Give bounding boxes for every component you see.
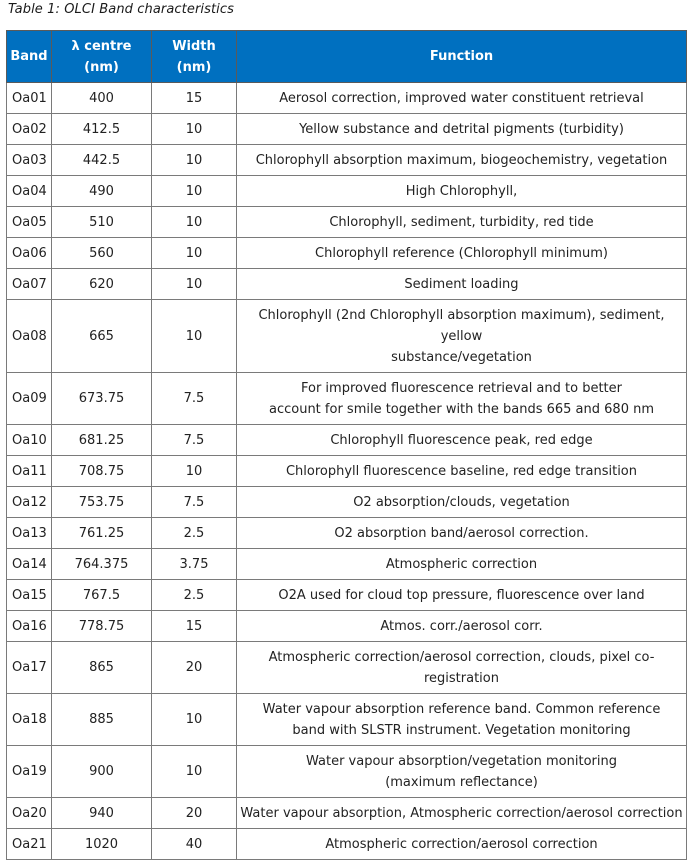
function-line: High Chlorophyll,	[405, 183, 518, 199]
cell-centre: 442.5	[52, 145, 152, 176]
cell-band: Oa15	[7, 580, 52, 611]
cell-function	[237, 549, 687, 580]
function-line: Chlorophyll fluorescence baseline, red edge transition	[285, 463, 638, 479]
cell-function	[237, 487, 687, 518]
function-line: band with SLSTR instrument. Vegetation monitoring	[292, 722, 631, 738]
cell-band: Oa03	[7, 145, 52, 176]
cell-centre: 620	[52, 269, 152, 300]
cell-function	[237, 642, 687, 694]
cell-centre: 940	[52, 798, 152, 829]
cell-width: 10	[152, 269, 237, 300]
function-line: Atmospheric correction	[385, 556, 538, 572]
cell-band: Oa02	[7, 114, 52, 145]
cell-function	[237, 83, 687, 114]
cell-band: Oa18	[7, 694, 52, 746]
cell-centre: 708.75	[52, 456, 152, 487]
table-row	[7, 145, 687, 176]
cell-function	[237, 300, 687, 373]
function-line: Water vapour absorption/vegetation monitoring	[306, 753, 617, 769]
cell-band: Oa08	[7, 300, 52, 373]
cell-width: 7.5	[152, 373, 237, 425]
cell-width: 10	[152, 176, 237, 207]
table-row	[7, 373, 687, 425]
cell-function	[237, 829, 687, 860]
function-line: O2 absorption band/aerosol correction.	[334, 525, 589, 541]
cell-centre: 778.75	[52, 611, 152, 642]
cell-band: Oa09	[7, 373, 52, 425]
cell-band: Oa17	[7, 642, 52, 694]
cell-width: 10	[152, 746, 237, 798]
cell-band: Oa04	[7, 176, 52, 207]
function-line: Chlorophyll reference (Chlorophyll minimum)	[315, 245, 608, 261]
header-function: Function	[237, 31, 687, 83]
header-centre-label: λ centre	[71, 38, 132, 54]
cell-centre: 510	[52, 207, 152, 238]
cell-function	[237, 518, 687, 549]
function-line: Chlorophyll (2nd Chlorophyll absorption maximum), sediment,	[258, 307, 665, 323]
cell-width: 10	[152, 145, 237, 176]
cell-width: 3.75	[152, 549, 237, 580]
cell-band: Oa16	[7, 611, 52, 642]
cell-band: Oa20	[7, 798, 52, 829]
table-row	[7, 798, 687, 829]
olci-band-table	[6, 30, 687, 860]
function-line: yellow	[440, 328, 483, 344]
header-width	[152, 31, 237, 83]
table-row	[7, 269, 687, 300]
function-line: Chlorophyll, sediment, turbidity, red tide	[329, 214, 594, 230]
cell-band: Oa06	[7, 238, 52, 269]
table-row	[7, 694, 687, 746]
cell-width: 2.5	[152, 518, 237, 549]
cell-centre: 753.75	[52, 487, 152, 518]
cell-width: 10	[152, 456, 237, 487]
function-line: substance/vegetation	[391, 349, 532, 365]
table-row	[7, 114, 687, 145]
cell-band: Oa07	[7, 269, 52, 300]
cell-width: 10	[152, 694, 237, 746]
header-width-label: Width	[172, 38, 216, 54]
function-line: Chlorophyll fluorescence peak, red edge	[330, 432, 593, 448]
cell-function	[237, 798, 687, 829]
cell-function	[237, 456, 687, 487]
function-line: Water vapour absorption reference band. Common reference	[262, 701, 661, 717]
cell-centre: 490	[52, 176, 152, 207]
cell-centre: 1020	[52, 829, 152, 860]
cell-width: 15	[152, 611, 237, 642]
table-row	[7, 83, 687, 114]
cell-width: 7.5	[152, 487, 237, 518]
cell-width: 40	[152, 829, 237, 860]
table-row	[7, 238, 687, 269]
function-line: O2 absorption/clouds, vegetation	[353, 494, 570, 510]
cell-band: Oa05	[7, 207, 52, 238]
table-row	[7, 829, 687, 860]
cell-function	[237, 269, 687, 300]
cell-function	[237, 207, 687, 238]
function-line: Water vapour absorption, Atmospheric correction/aerosol correction	[240, 805, 683, 821]
cell-band: Oa01	[7, 83, 52, 114]
function-line: Sediment loading	[404, 276, 519, 292]
table-row	[7, 580, 687, 611]
table-row	[7, 425, 687, 456]
cell-centre: 400	[52, 83, 152, 114]
cell-function	[237, 176, 687, 207]
cell-band: Oa12	[7, 487, 52, 518]
table-row	[7, 746, 687, 798]
table-header-row	[7, 31, 687, 83]
cell-band: Oa19	[7, 746, 52, 798]
cell-band: Oa10	[7, 425, 52, 456]
cell-band: Oa14	[7, 549, 52, 580]
cell-width: 2.5	[152, 580, 237, 611]
function-line: Yellow substance and detrital pigments (turbidity)	[299, 121, 624, 137]
cell-band: Oa21	[7, 829, 52, 860]
table-row	[7, 611, 687, 642]
cell-function	[237, 145, 687, 176]
table-body	[7, 83, 687, 860]
cell-centre: 900	[52, 746, 152, 798]
table-row	[7, 176, 687, 207]
cell-centre: 673.75	[52, 373, 152, 425]
table-row	[7, 207, 687, 238]
cell-centre: 412.5	[52, 114, 152, 145]
function-line: O2A used for cloud top pressure, fluorescence over land	[278, 587, 645, 603]
cell-function	[237, 114, 687, 145]
function-line: registration	[423, 670, 499, 686]
cell-function	[237, 238, 687, 269]
cell-centre: 885	[52, 694, 152, 746]
cell-band: Oa13	[7, 518, 52, 549]
table-caption: Table 1: OLCI Band characteristics	[8, 2, 235, 17]
cell-centre: 665	[52, 300, 152, 373]
function-line: Aerosol correction, improved water constituent retrieval	[279, 90, 644, 106]
function-line: Atmospheric correction/aerosol correction	[325, 836, 598, 852]
table-row	[7, 549, 687, 580]
cell-function	[237, 580, 687, 611]
cell-function	[237, 694, 687, 746]
header-band: Band	[7, 31, 52, 83]
function-line: For improved fluorescence retrieval and to better	[300, 380, 622, 396]
cell-width: 10	[152, 114, 237, 145]
cell-width: 20	[152, 642, 237, 694]
function-line: (maximum reflectance)	[385, 774, 538, 790]
function-line: Atmos. corr./aerosol corr.	[380, 618, 543, 634]
cell-centre: 761.25	[52, 518, 152, 549]
cell-band: Oa11	[7, 456, 52, 487]
cell-centre: 681.25	[52, 425, 152, 456]
function-line: Chlorophyll absorption maximum, biogeochemistry, vegetation	[255, 152, 668, 168]
cell-function	[237, 746, 687, 798]
cell-width: 20	[152, 798, 237, 829]
cell-centre: 767.5	[52, 580, 152, 611]
cell-width: 10	[152, 238, 237, 269]
table-row	[7, 456, 687, 487]
header-centre	[52, 31, 152, 83]
header-width-unit: (nm)	[176, 59, 212, 75]
cell-function	[237, 425, 687, 456]
table-row	[7, 518, 687, 549]
table-row	[7, 487, 687, 518]
table-row	[7, 300, 687, 373]
function-line: Atmospheric correction/aerosol correction, clouds, pixel co-	[268, 649, 655, 665]
cell-function	[237, 611, 687, 642]
cell-centre: 764.375	[52, 549, 152, 580]
cell-width: 10	[152, 207, 237, 238]
cell-width: 15	[152, 83, 237, 114]
table-row	[7, 642, 687, 694]
header-centre-unit: (nm)	[84, 59, 119, 75]
function-line: account for smile together with the bands 665 and 680 nm	[268, 401, 654, 417]
cell-function	[237, 373, 687, 425]
cell-width: 7.5	[152, 425, 237, 456]
cell-width: 10	[152, 300, 237, 373]
cell-centre: 560	[52, 238, 152, 269]
cell-centre: 865	[52, 642, 152, 694]
